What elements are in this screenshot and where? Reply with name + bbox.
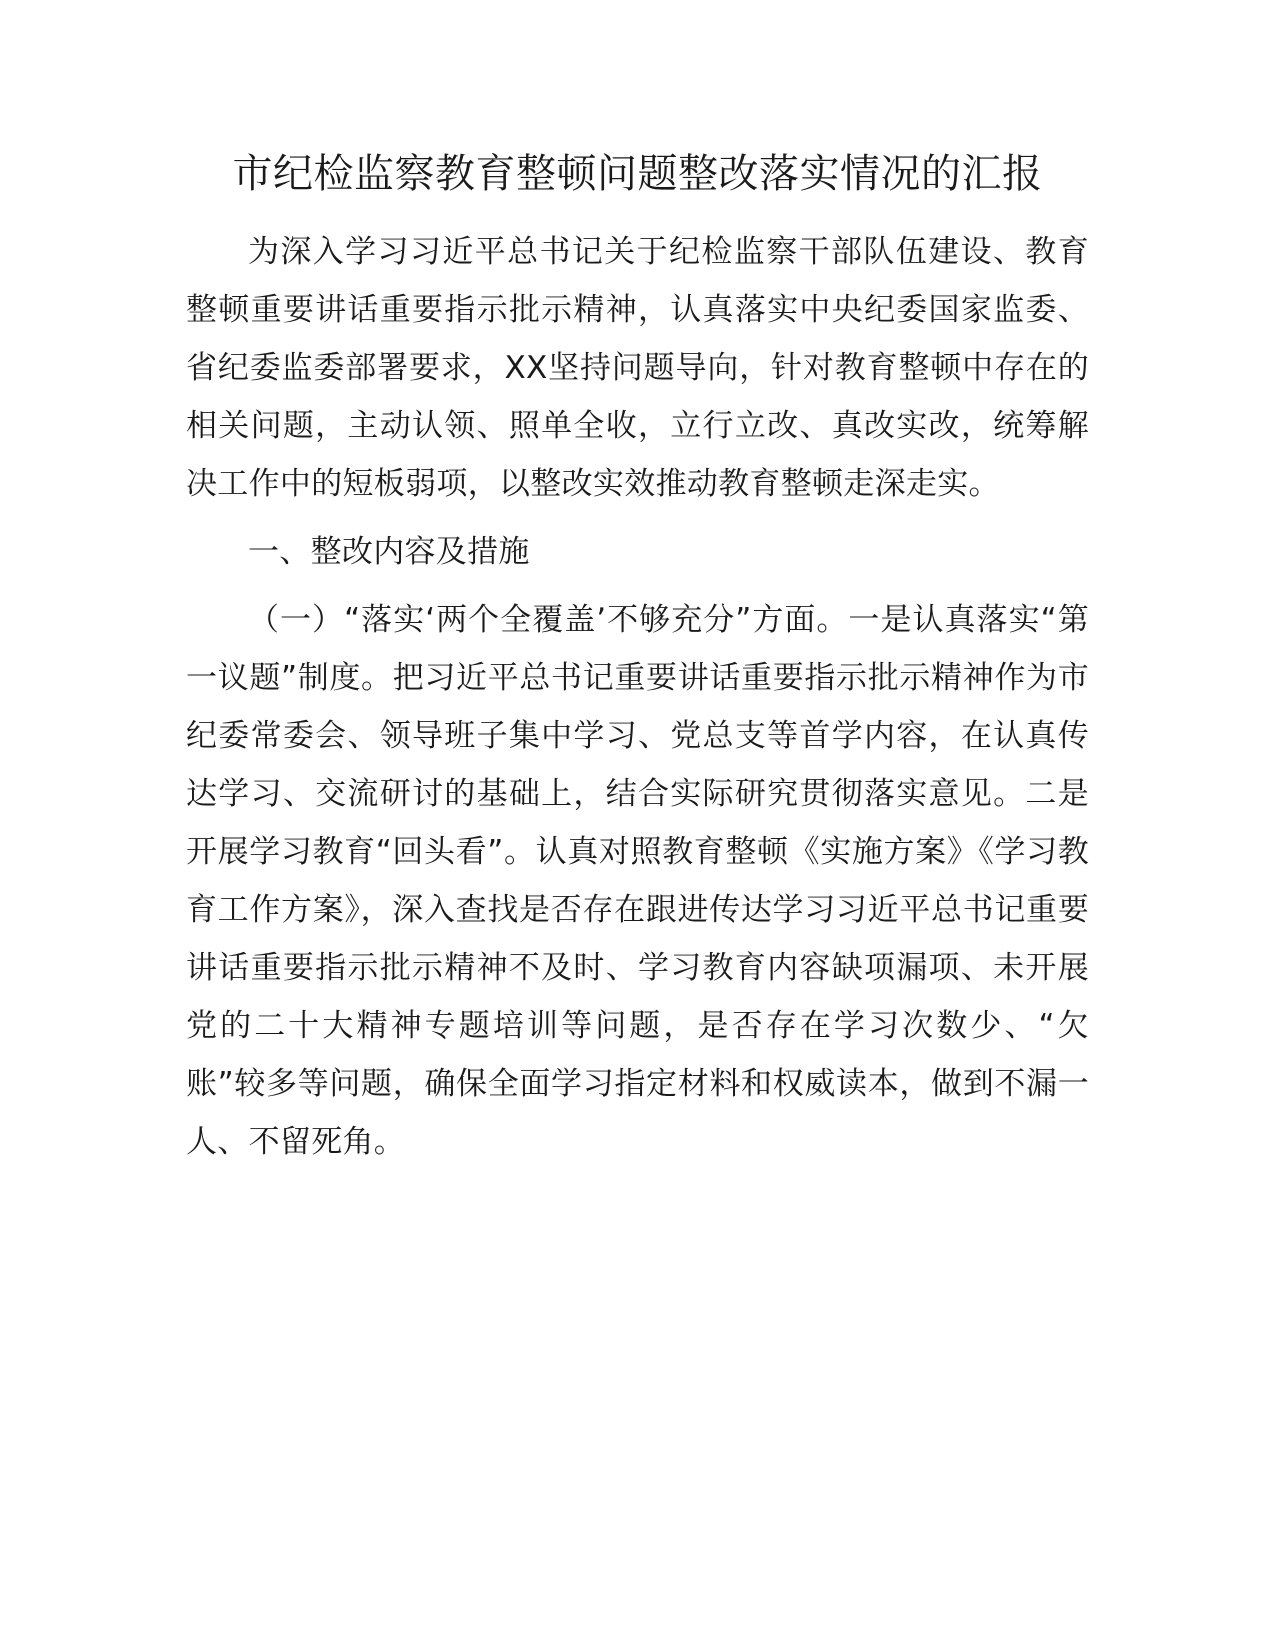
section-heading: 一、整改内容及措施 — [248, 534, 530, 570]
measures-paragraph: （一）“落实‘两个全覆盖’不够充分”方面。一是认真落实“第一议题”制度。把习近平总书记重要讲话重要指示批示精神作为市纪委常委会、领导班子集中学习、党总支等首学内容，在认真传达学习、交流研讨的基础上，结合实际研究贯彻落实意见。二是开展学习教育“回头看”。认真对照教育整顿《实施方案》《学习教育工作方案》，深入查找是否存在跟进传达学习习近平总书记重要讲话重要指示批示精神不及时、学习教育内容缺项漏项、未开展党的二十大精神专题培训等问题，是否存在学习次数少、“欠账”较多等问题，确保全面学习指定材料和权威读本，做到不漏一人、不留死角。 — [186, 602, 1089, 1160]
document-title: 市纪检监察教育整顿问题整改落实情况的汇报 — [232, 151, 1043, 197]
document-body — [186, 223, 1089, 1171]
intro-paragraph: 为深入学习习近平总书记关于纪检监察干部队伍建设、教育整顿重要讲话重要指示批示精神，认真落实中央纪委国家监委、省纪委监委部署要求，XX坚持问题导向，针对教育整顿中存在的相关问题，主动认领、照单全收，立行立改、真改实改，统筹解决工作中的短板弱项，以整改实效推动教育整顿走深走实。 — [186, 234, 1089, 502]
